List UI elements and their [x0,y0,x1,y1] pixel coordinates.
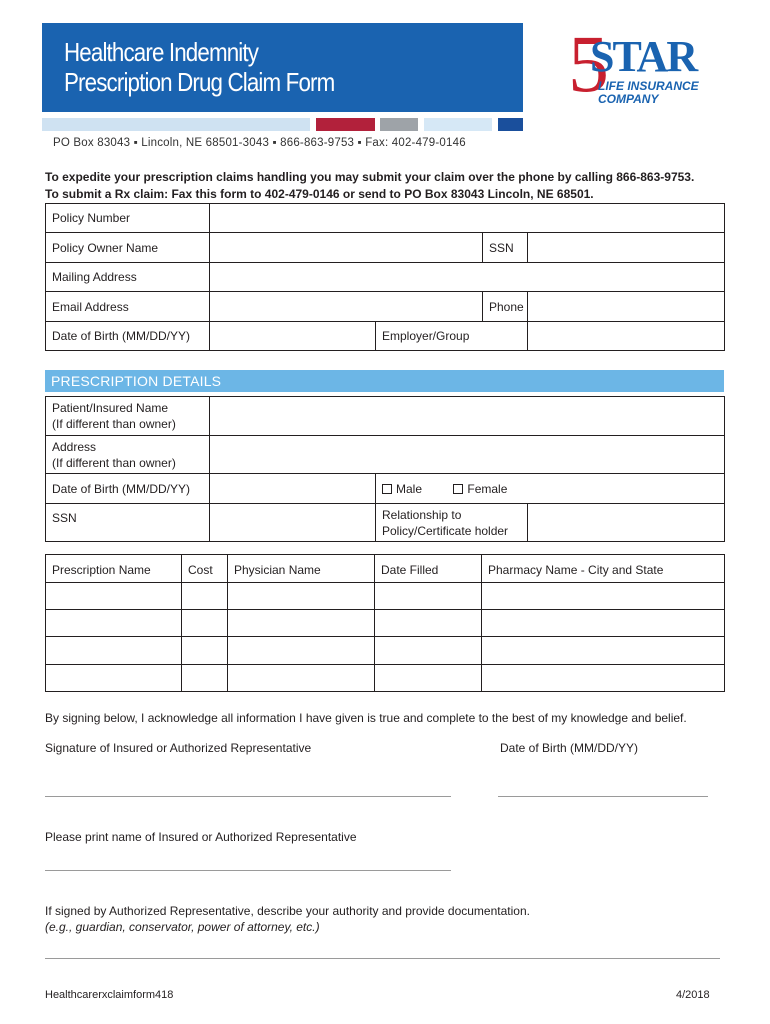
relationship-label-line2: Policy/Certificate holder [382,523,509,538]
patient-name-label-line2: (If different than owner) [52,417,176,431]
prescription-details-heading: PRESCRIPTION DETAILS [45,370,724,392]
print-name-line[interactable] [45,870,451,871]
intro-text [45,169,735,203]
stripe-red [316,118,375,131]
form-title-banner [42,23,523,112]
rx-cell[interactable] [46,583,182,610]
company-logo [568,18,708,109]
rx-cell[interactable] [46,665,182,692]
signature-dob-line[interactable] [498,796,708,797]
phone-label: Phone [483,292,528,322]
policy-number-label: Policy Number [46,204,210,233]
ssn-label: SSN [483,233,528,263]
owner-dob-field[interactable] [210,322,376,351]
phone-field[interactable] [528,292,725,322]
contact-info: PO Box 83043 ▪ Lincoln, NE 68501-3043 ▪ 866-863-9753 ▪ Fax: 402-479-0146 [53,137,466,149]
relationship-field[interactable] [528,504,725,542]
form-date: 4/2018 [676,989,710,1001]
logo-line2: COMPANY [598,92,659,106]
male-checkbox[interactable] [382,484,392,494]
rx-row [46,610,725,637]
gender-cell [376,474,725,504]
patient-ssn-label: SSN [46,504,210,542]
rx-cell[interactable] [228,583,375,610]
rx-row [46,665,725,692]
patient-address-field[interactable] [210,436,725,474]
rx-cell[interactable] [482,637,725,665]
male-option[interactable] [382,482,422,496]
owner-dob-label: Date of Birth (MM/DD/YY) [46,322,210,351]
policy-number-field[interactable] [210,204,725,233]
owner-name-field[interactable] [210,233,483,263]
rx-cell[interactable] [482,665,725,692]
employer-label: Employer/Group [376,322,528,351]
email-label: Email Address [46,292,210,322]
rx-cell[interactable] [228,637,375,665]
print-name-label: Please print name of Insured or Authorized Representative [45,830,357,844]
col-pharmacy: Pharmacy Name - City and State [482,555,725,583]
form-title-line1: Healthcare Indemnity [64,37,259,67]
stripe-light-blue [42,118,310,131]
patient-dob-field[interactable] [210,474,376,504]
female-label: Female [467,481,508,496]
signature-line[interactable] [45,796,451,797]
col-date-filled: Date Filled [375,555,482,583]
logo-star-text: STAR [590,32,697,81]
female-option[interactable] [425,482,507,496]
form-title-line2: Prescription Drug Claim Form [64,67,335,97]
rx-cell[interactable] [46,610,182,637]
patient-address-label-line1: Address [52,439,97,454]
stripe-dark-blue [498,118,523,131]
authority-text-line1: If signed by Authorized Representative, describe your authority and provide documentation. [45,904,530,918]
rx-cell[interactable] [182,610,228,637]
form-id: Healthcarerxclaimform418 [45,989,174,1001]
rx-cell[interactable] [228,665,375,692]
authority-line[interactable] [45,958,720,959]
rx-row [46,583,725,610]
relationship-label-line1: Relationship to [382,507,462,522]
logo-number: 5 [568,18,609,109]
rx-cell[interactable] [46,637,182,665]
rx-cell[interactable] [182,637,228,665]
rx-cell[interactable] [482,583,725,610]
rx-cell[interactable] [182,665,228,692]
prescription-details-table [45,396,725,542]
female-checkbox[interactable] [453,484,463,494]
patient-address-label [46,436,210,474]
patient-name-label [46,397,210,436]
signature-dob-label: Date of Birth (MM/DD/YY) [500,741,639,755]
rx-cell[interactable] [182,583,228,610]
employer-field[interactable] [528,322,725,351]
logo-line1: LIFE INSURANCE [598,79,699,93]
stripe-gray [380,118,418,131]
rx-row [46,637,725,665]
rx-cell[interactable] [482,610,725,637]
policy-info-table [45,203,725,351]
rx-cell[interactable] [375,583,482,610]
patient-name-field[interactable] [210,397,725,436]
email-field[interactable] [210,292,483,322]
col-prescription-name: Prescription Name [46,555,182,583]
relationship-label [376,504,528,542]
rx-cell[interactable] [375,665,482,692]
patient-address-label-line2: (If different than owner) [52,455,176,470]
mailing-address-label: Mailing Address [46,263,210,292]
ssn-field[interactable] [528,233,725,263]
col-cost: Cost [182,555,228,583]
authority-text-line2: (e.g., guardian, conservator, power of attorney, etc.) [45,920,320,934]
male-label: Male [396,481,423,496]
col-physician-name: Physician Name [228,555,375,583]
rx-cell[interactable] [375,610,482,637]
acknowledgement-text: By signing below, I acknowledge all information I have given is true and complete to the best of my knowledge and belief. [45,711,687,725]
intro-line1: To expedite your prescription claims handling you may submit your claim over the phone by calling 866-863-9753. [45,170,695,184]
patient-name-label-line1: Patient/Insured Name [52,401,169,415]
mailing-address-field[interactable] [210,263,725,292]
patient-ssn-field[interactable] [210,504,376,542]
intro-line2: To submit a Rx claim: Fax this form to 402-479-0146 or send to PO Box 83043 Lincoln, NE 68501. [45,187,594,201]
header-color-stripes [0,118,770,131]
owner-name-label: Policy Owner Name [46,233,210,263]
signature-label: Signature of Insured or Authorized Representative [45,741,312,755]
rx-cell[interactable] [375,637,482,665]
prescription-table [45,554,725,692]
stripe-pale-blue [424,118,492,131]
rx-cell[interactable] [228,610,375,637]
patient-dob-label: Date of Birth (MM/DD/YY) [46,474,210,504]
